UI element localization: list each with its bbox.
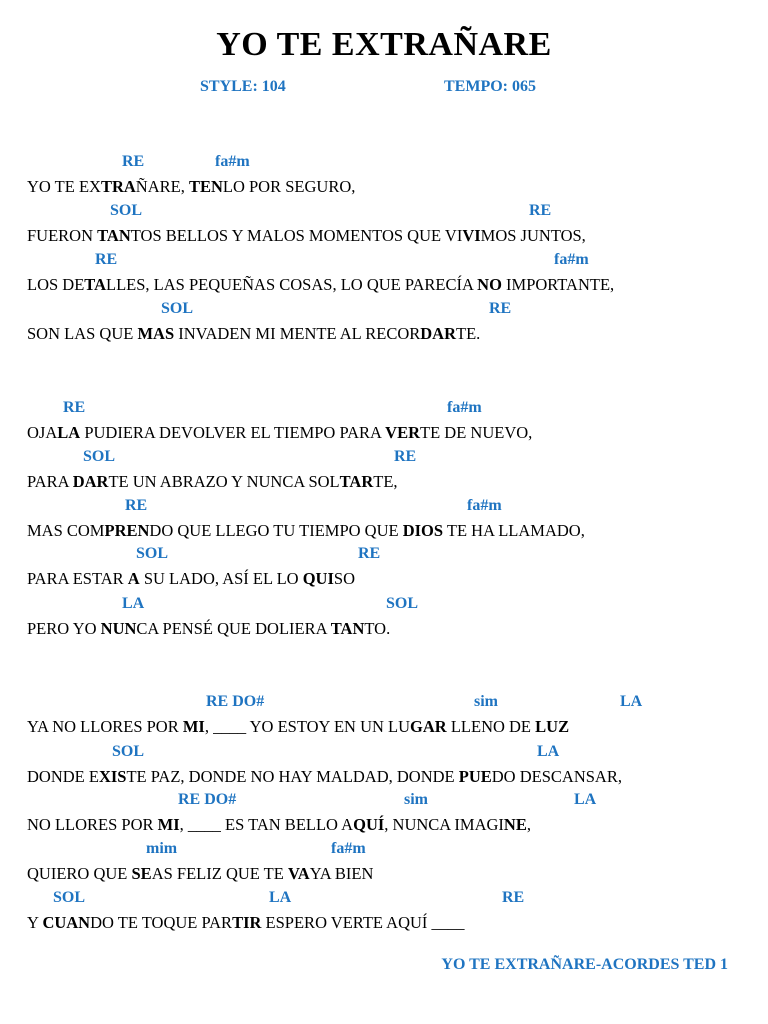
stressed-syllable: VER [385, 423, 421, 442]
stressed-syllable: CUAN [42, 913, 91, 932]
lyric-text: TE HA LLAMADO, [443, 521, 585, 540]
chord-label: fa#m [447, 399, 482, 416]
chord-label: LA [122, 595, 145, 612]
chord-label: LA [574, 791, 597, 808]
stressed-syllable: MAS [137, 324, 175, 343]
lyric-text: LLENO DE [446, 717, 536, 736]
footer-label: YO TE EXTRAÑARE-ACORDES TED 1 [441, 956, 728, 973]
lyric-text: FUERON [27, 226, 98, 245]
lyric-line [27, 717, 569, 737]
lyric-text: DO TE TOQUE PAR [90, 913, 233, 932]
lyric-text: TE DE NUEVO, [420, 423, 533, 442]
lyric-text: YA NO LLORES POR [27, 717, 183, 736]
lyric-text: TE. [456, 324, 481, 343]
chord-label: RE [122, 153, 145, 170]
stressed-syllable: VA [287, 864, 310, 883]
lyric-text: AS FELIZ QUE TE [151, 864, 288, 883]
chord-label: mim [146, 840, 178, 857]
chord-label: sim [404, 791, 428, 808]
lyric-text: PERO YO [27, 619, 101, 638]
chord-label: LA [269, 889, 292, 906]
lyric-text: DONDE E [27, 767, 99, 786]
chord-label: RE DO# [178, 791, 237, 808]
lyric-text: CA PENSÉ QUE DOLIERA [136, 619, 331, 638]
stressed-syllable: TAN [97, 226, 131, 245]
stressed-syllable: NE [503, 815, 527, 834]
stressed-syllable: A [127, 569, 140, 588]
stressed-syllable: TAR [339, 472, 374, 491]
chord-label: LA [620, 693, 643, 710]
stressed-syllable: MI [182, 717, 205, 736]
stressed-syllable: PREN [104, 521, 150, 540]
lyric-text: DO QUE LLEGO TU TIEMPO QUE [149, 521, 403, 540]
lyric-line [27, 569, 355, 589]
stressed-syllable: PUE [458, 767, 492, 786]
chord-label: SOL [136, 545, 169, 562]
lyric-text: INVADEN MI MENTE AL RECOR [174, 324, 421, 343]
chord-label: RE [529, 202, 552, 219]
lyric-text: DO DESCANSAR, [491, 767, 622, 786]
lyric-line [27, 324, 480, 344]
chord-label: fa#m [215, 153, 250, 170]
stressed-syllable: TEN [188, 177, 223, 196]
lyric-text: , ____ ES TAN BELLO A [179, 815, 354, 834]
song-title: YO TE EXTRAÑARE [216, 26, 552, 63]
lyric-line [27, 913, 465, 933]
lyric-line [27, 815, 531, 835]
stressed-syllable: LA [57, 423, 81, 442]
lyric-line [27, 767, 622, 787]
lyric-text: SO [333, 569, 355, 588]
stressed-syllable: TRA [100, 177, 136, 196]
lyric-text: MAS COM [27, 521, 105, 540]
stressed-syllable: DAR [72, 472, 109, 491]
stressed-syllable: TAN [330, 619, 365, 638]
stressed-syllable: LUZ [535, 717, 570, 736]
chord-label: sim [474, 693, 498, 710]
style-label: STYLE: 104 [200, 78, 286, 95]
stressed-syllable: XIS [98, 767, 127, 786]
lyric-line [27, 275, 614, 295]
lyric-text: IMPORTANTE, [501, 275, 615, 294]
chord-label: SOL [53, 889, 86, 906]
lyric-text: TO. [364, 619, 391, 638]
stressed-syllable: NUN [100, 619, 137, 638]
lyric-text: OJA [27, 423, 58, 442]
lyric-line [27, 423, 532, 443]
lyric-line [27, 226, 586, 246]
lyric-text: LO POR SEGURO, [222, 177, 356, 196]
lyric-text: PARA [27, 472, 73, 491]
lyric-text: MOS JUNTOS, [480, 226, 586, 245]
lyric-text: TE, [373, 472, 398, 491]
tempo-label: TEMPO: 065 [444, 78, 536, 95]
stressed-syllable: DAR [420, 324, 457, 343]
chord-label: fa#m [467, 497, 502, 514]
chord-label: SOL [110, 202, 143, 219]
chord-label: RE [125, 497, 148, 514]
stressed-syllable: GAR [410, 717, 447, 736]
lyric-text: PUDIERA DEVOLVER EL TIEMPO PARA [80, 423, 386, 442]
stressed-syllable: MI [157, 815, 180, 834]
lyric-line [27, 521, 585, 541]
lyric-text: LOS DE [27, 275, 85, 294]
lyric-text: TOS BELLOS Y MALOS MOMENTOS QUE VI [130, 226, 463, 245]
lyric-text: ESPERO VERTE AQUÍ ____ [261, 913, 465, 932]
stressed-syllable: QUI [302, 569, 334, 588]
stressed-syllable: TA [84, 275, 106, 294]
stressed-syllable: NO [477, 275, 502, 294]
lyric-text: TE UN ABRAZO Y NUNCA SOL [108, 472, 340, 491]
chord-label: RE [502, 889, 525, 906]
lyric-text: PARA ESTAR [27, 569, 128, 588]
lyric-text: YA BIEN [309, 864, 374, 883]
chord-label: RE [489, 300, 512, 317]
chord-label: fa#m [554, 251, 589, 268]
lyric-text: YO TE EX [27, 177, 101, 196]
chord-label: SOL [386, 595, 419, 612]
chord-label: RE [63, 399, 86, 416]
lyric-text: SU LADO, ASÍ EL LO [139, 569, 303, 588]
lyric-text: , [526, 815, 531, 834]
stressed-syllable: DIOS [402, 521, 444, 540]
lyric-text: TE PAZ, DONDE NO HAY MALDAD, DONDE [126, 767, 459, 786]
lyric-line [27, 619, 390, 639]
chord-label: LA [537, 743, 560, 760]
lyric-text: LLES, LAS PEQUEÑAS COSAS, LO QUE PARECÍA [106, 275, 478, 294]
lyric-line [27, 177, 355, 197]
stressed-syllable: VI [462, 226, 481, 245]
stressed-syllable: TIR [232, 913, 262, 932]
stressed-syllable: QUÍ [353, 815, 385, 834]
lyric-text: QUIERO QUE [27, 864, 132, 883]
lyric-line [27, 472, 398, 492]
chord-label: SOL [83, 448, 116, 465]
lyric-text: ÑARE, [135, 177, 189, 196]
lyric-text: Y [27, 913, 43, 932]
chord-label: SOL [112, 743, 145, 760]
lyric-line [27, 864, 373, 884]
chord-label: fa#m [331, 840, 366, 857]
lyric-text: NO LLORES POR [27, 815, 158, 834]
chord-label: RE [394, 448, 417, 465]
chord-label: RE DO# [206, 693, 265, 710]
chord-label: RE [95, 251, 118, 268]
lyric-text: , ____ YO ESTOY EN UN LU [204, 717, 411, 736]
chord-label: SOL [161, 300, 194, 317]
lyric-text: , NUNCA IMAGI [384, 815, 504, 834]
chord-label: RE [358, 545, 381, 562]
stressed-syllable: SE [131, 864, 152, 883]
lyric-text: SON LAS QUE [27, 324, 138, 343]
